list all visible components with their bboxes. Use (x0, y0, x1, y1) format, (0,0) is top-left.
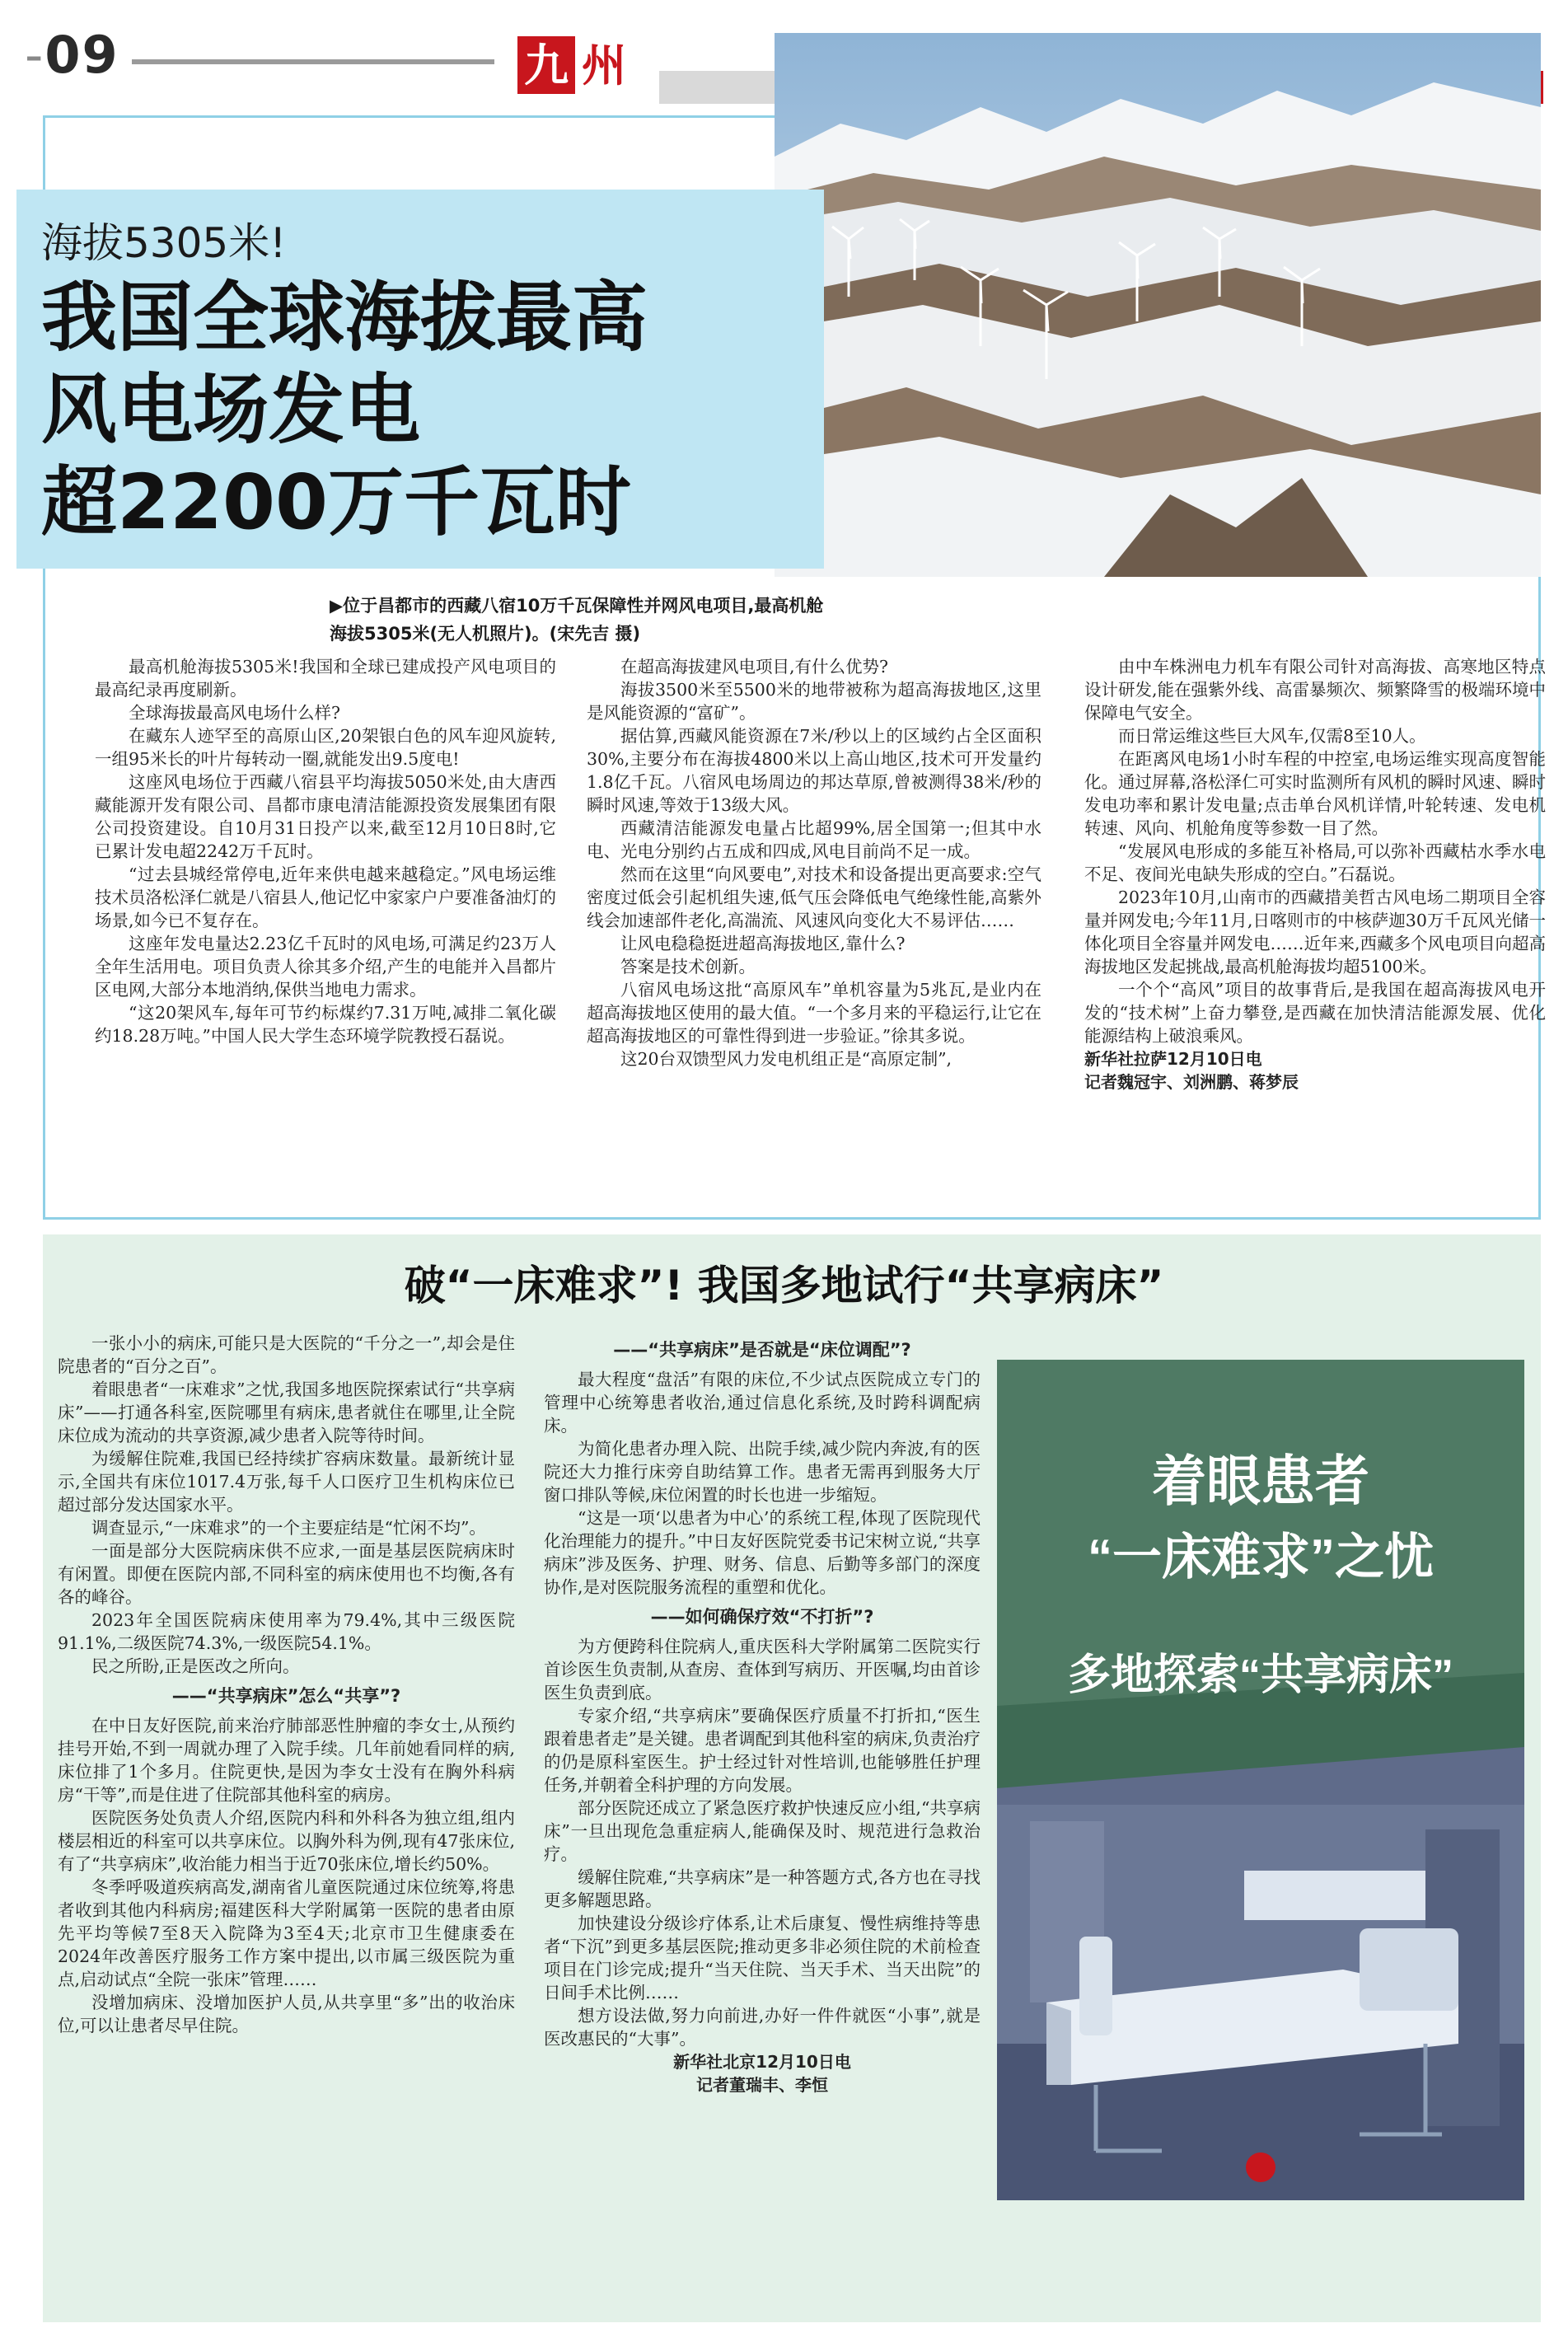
paragraph: 在超高海拔建风电项目,有什么优势? (620, 657, 889, 677)
paragraph: 一个个“高风”项目的故事背后,是我国在超高海拔风电开发的“技术树”上奋力攀登,是西藏在加快清洁能源发展、优化能源结构上破浪乘风。 (1084, 980, 1546, 1046)
poster-line-1: 着眼患者 (1152, 1450, 1369, 1511)
article1-kicker: 海拔5305米! (41, 219, 287, 267)
paragraph: 为方便跨科住院病人,重庆医科大学附属第二医院实行首诊医生负责制,从查房、查体到写病历、开医嘱,均由首诊医生负责到底。 (544, 1637, 981, 1703)
paragraph: 冬季呼吸道疾病高发,湖南省儿童医院通过床位统筹,将患者收到其他内科病房;福建医科大学附属第一医院的患者由原先平均等候7至8天入院降为3至4天;北京市卫生健康委在2024年改善医疗服务工作方案中提出,以市属三级医院为重点,启动试点“全院一张床”管理…… (58, 1877, 515, 1989)
article1-column-3 (1084, 655, 1546, 1094)
article2-reporters: 记者董瑞丰、李恒 (696, 2075, 828, 2095)
paragraph: 最大程度“盘活”有限的床位,不少试点医院成立专门的管理中心统筹患者收治,通过信息化系统,及时跨科调配病床。 (544, 1370, 981, 1436)
paragraph: 最高机舱海拔5305米!我国和全球已建成投产风电项目的最高纪录再度刷新。 (95, 657, 556, 700)
paragraph: “这20架风车,每年可节约标煤约7.31万吨,减排二氧化碳约18.28万吨。”中国人民大学生态环境学院教授石磊说。 (95, 1003, 556, 1046)
paragraph: 调查显示,“一床难求”的一个主要症结是“忙闲不均”。 (91, 1518, 486, 1538)
paragraph: 2023年全国医院病床使用率为79.4%,其中三级医院91.1%,二级医院74.3%,一级医院54.1%。 (58, 1610, 515, 1653)
section-logo (517, 31, 633, 99)
paragraph: 据估算,西藏风能资源在7米/秒以上的区域约占全区面积30%,主要分布在海拔4800米以上高山地区,技术可开发量约1.8亿千瓦。八宿风电场周边的邦达草原,曾被测得38米/秒的瞬时风速,等效于13级大风。 (587, 726, 1041, 815)
paragraph: “这是一项‘以患者为中心’的系统工程,体现了医院现代化治理能力的提升。”中日友好医院党委书记宋树立说,“共享病床”涉及医务、护理、财务、信息、后勤等多部门的深度协作,是对医院服务流程的重塑和优化。 (544, 1508, 981, 1597)
poster-line-2: “一床难求”之忧 (1088, 1529, 1434, 1585)
paragraph: 在藏东人迹罕至的高原山区,20架银白色的风车迎风旋转,一组95米长的叶片每转动一圈,就能发出9.5度电! (95, 726, 556, 769)
paragraph: 为简化患者办理入院、出院手续,减少院内奔波,有的医院还大力推行床旁自助结算工作。患者无需再到服务大厅窗口排队等候,床位闲置的时长也进一步缩短。 (544, 1439, 981, 1505)
paragraph: 这20台双馈型风力发电机组正是“高原定制”, (620, 1049, 953, 1069)
section-logo-char-2: 州 (582, 39, 626, 91)
photo-caption: ▶位于昌都市的西藏八宿10万千瓦保障性并网风电项目,最高机舱海拔5305米(无人机照片)。(宋先吉 摄) (330, 596, 824, 644)
poster-line-3: 多地探索“共享病床” (1067, 1651, 1454, 1699)
article2-dateline: 新华社北京12月10日电 (673, 2052, 851, 2072)
article2-column-1 (58, 1332, 515, 2037)
paragraph: 着眼患者“一床难求”之忧,我国多地医院探索试行“共享病床”——打通各科室,医院哪里有病床,患者就住在哪里,让全院床位成为流动的共享资源,减少患者入院等待时间。 (58, 1379, 515, 1445)
shared-bed-illustration (997, 1360, 1524, 2200)
paragraph: 八宿风电场这批“高原风车”单机容量为5兆瓦,是业内在超高海拔地区使用的最大值。“一个多月来的平稳运行,让它在超高海拔地区的可靠性得到进一步验证。”徐其多说。 (587, 980, 1041, 1046)
article2-title: 破“一床难求”! 我国多地试行“共享病床” (404, 1262, 1164, 1309)
paragraph: 一面是部分大医院病床供不应求,一面是基层医院病床时有闲置。即便在医院内部,不同科室的病床使用也不均衡,各有各的峰谷。 (58, 1541, 515, 1607)
article1-title-line: 我国全球海拔最高 (41, 274, 648, 362)
article1-dateline: 新华社拉萨12月10日电 (1084, 1049, 1262, 1069)
article2-subhead-1: ——“共享病床”怎么“共享”? (171, 1686, 401, 1706)
paragraph: 民之所盼,正是医改之所向。 (91, 1656, 300, 1676)
paragraph: 为缓解住院难,我国已经持续扩容病床数量。最新统计显示,全国共有床位1017.4万张,每千人口医疗卫生机构床位已超过部分发达国家水平。 (58, 1449, 515, 1515)
paragraph: 答案是技术创新。 (620, 957, 756, 977)
article2-subhead-2: ——“共享病床”是否就是“床位调配”? (613, 1340, 911, 1360)
paragraph: 部分医院还成立了紧急医疗救护快速反应小组,“共享病床”一旦出现危急重症病人,能确保及时、规范进行急救治疗。 (544, 1798, 981, 1864)
hospital-bed-poster-image (997, 1360, 1524, 2200)
paragraph: “发展风电形成的多能互补格局,可以弥补西藏枯水季水电不足、夜间光电缺失形成的空白。”石磊说。 (1084, 841, 1546, 884)
snowy-mountain-wind-turbines-image (775, 33, 1541, 577)
paragraph: 一张小小的病床,可能只是大医院的“千分之一”,却会是住院患者的“百分之百”。 (58, 1333, 515, 1376)
paragraph: 没增加病床、没增加医护人员,从共享里“多”出的收治床位,可以让患者尽早住院。 (58, 1993, 515, 2035)
article1-reporters: 记者魏冠宇、刘洲鹏、蒋梦辰 (1084, 1072, 1299, 1092)
paragraph: 想方设法做,努力向前进,办好一件件就医“小事”,就是医改惠民的“大事”。 (544, 2006, 981, 2049)
paragraph: 加快建设分级诊疗体系,让术后康复、慢性病维持等患者“下沉”到更多基层医院;推动更多非必须住院的术前检查项目在门诊完成;提升“当天住院、当天手术、当天出院”的日间手术比例…… (544, 1913, 981, 2002)
article2-column-2 (544, 1332, 981, 2096)
paragraph: 专家介绍,“共享病床”要确保医疗质量不打折扣,“医生跟着患者走”是关键。患者调配到其他科室的病床,负责治疗的仍是原科室医生。护士经过针对性培训,也能够胜任护理任务,并朝着全科护理的方向发展。 (544, 1706, 981, 1795)
paragraph: 在中日友好医院,前来治疗肺部恶性肿瘤的李女士,从预约挂号开始,不到一周就办理了入院手续。几年前她看同样的病,床位排了1个多月。住院更快,是因为李女士没有在胸外科病房“干等”,而是住进了住院部其他科室的病房。 (58, 1716, 515, 1805)
page-number: -09 (25, 25, 119, 85)
header-rule (132, 59, 494, 64)
page-number-text: 09 (44, 25, 119, 85)
paragraph: 然而在这里“向风要电”,对技术和设备提出更高要求:空气密度过低会引起机组失速,低气压会降低电气绝缘性能,高紫外线会加速部件老化,高湍流、风速风向变化大不易评估…… (587, 864, 1041, 930)
paragraph: 而日常运维这些巨大风车,仅需8至10人。 (1118, 726, 1426, 746)
paragraph: “过去县城经常停电,近年来供电越来越稳定。”风电场运维技术员洛松泽仁就是八宿县人,他记忆中家家户户要准备油灯的场景,如今已不复存在。 (95, 864, 557, 930)
article1-column-2 (587, 655, 1041, 1070)
paragraph: 在距离风电场1小时车程的中控室,电场运维实现高度智能化。通过屏幕,洛松泽仁可实时监测所有风机的瞬时风速、瞬时发电功率和累计发电量;点击单台风机详情,叶轮转速、发电机转速、风向、机舱角度等参数一目了然。 (1084, 749, 1547, 838)
wind-farm-photo (775, 33, 1541, 577)
paragraph: 由中车株洲电力机车有限公司针对高海拔、高寒地区特点设计研发,能在强紫外线、高雷暴频次、频繁降雪的极端环境中保障电气安全。 (1084, 657, 1547, 723)
article2-subhead-3: ——如何确保疗效“不打折”? (650, 1607, 874, 1627)
article1-title-line: 风电场发电 (41, 366, 421, 454)
paragraph: 医院医务处负责人介绍,医院内科和外科各为独立组,组内楼层相近的科室可以共享床位。以胸外科为例,现有47张床位,有了“共享病床”,收治能力相当于近70张床位,增长约50%。 (58, 1808, 515, 1874)
article1-title (41, 272, 783, 549)
article1-title-line: 超2200万千瓦时 (41, 458, 632, 546)
paragraph: 全球海拔最高风电场什么样? (129, 703, 340, 723)
paragraph: 这座风电场位于西藏八宿县平均海拔5050米处,由大唐西藏能源开发有限公司、昌都市康电清洁能源投资发展集团有限公司投资建设。自10月31日投产以来,截至12月10日8时,它已累计发电超2242万千瓦时。 (95, 772, 556, 861)
paragraph: 海拔3500米至5500米的地带被称为超高海拔地区,这里是风能资源的“富矿”。 (587, 680, 1041, 723)
article1-column-1 (95, 655, 556, 1047)
paragraph: 2023年10月,山南市的西藏措美哲古风电场二期项目全容量并网发电;今年11月,日喀则市的中核萨迦30万千瓦风光储一体化项目全容量并网发电……近年来,西藏多个风电项目向超高海拔地区发起挑战,最高机舱海拔均超5100米。 (1084, 888, 1547, 977)
section-logo-char-1: 九 (517, 36, 575, 94)
paragraph: 缓解住院难,“共享病床”是一种答题方式,各方也在寻找更多解题思路。 (544, 1867, 981, 1910)
paragraph: 让风电稳稳挺进超高海拔地区,靠什么? (620, 934, 906, 953)
paragraph: 西藏清洁能源发电量占比超99%,居全国第一;但其中水电、光电分别约占五成和四成,风电目前尚不足一成。 (587, 818, 1041, 861)
paragraph: 这座年发电量达2.23亿千瓦时的风电场,可满足约23万人全年生活用电。项目负责人徐其多介绍,产生的电能并入昌都片区电网,大部分本地消纳,保供当地电力需求。 (95, 934, 557, 1000)
